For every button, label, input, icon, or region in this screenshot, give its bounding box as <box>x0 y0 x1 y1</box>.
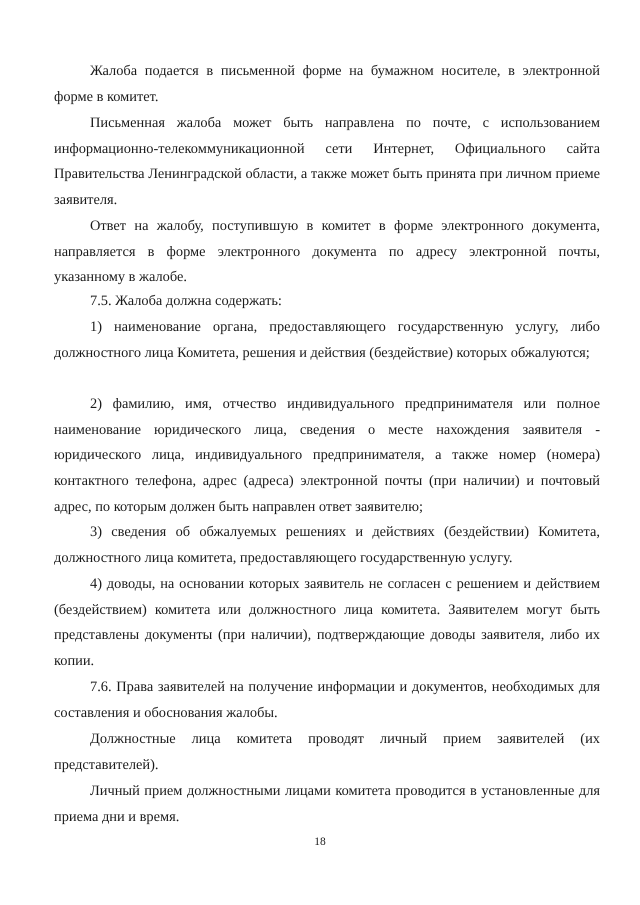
section-7-5-heading: 7.5. Жалоба должна содержать: <box>90 293 282 309</box>
list-item-2: 2) фамилию, имя, отчество индивидуального предпринимателя или полное наименование юридического лица, сведения о месте нахождения заявителя - юридического лица, индивидуального предпринимателя, а также номер (номера) контактного телефона, адрес (адреса) электронной почты (при наличии) и почтовый адрес, по которым должен быть направлен ответ заявителю; <box>54 396 600 515</box>
paragraph-complaint-form: Жалоба подается в письменной форме на бумажном носителе, в электронной форме в комитет. <box>54 63 600 105</box>
page-number: 18 <box>314 836 326 848</box>
paragraph-complaint-delivery: Письменная жалоба может быть направлена по почте, с использованием информационно-телекоммуникационной сети Интернет, Официального сайта Правительства Ленинградской области, а также может быть принята при личном приеме заявителя. <box>54 115 600 209</box>
paragraph-reception-schedule: Личный прием должностными лицами комитета проводится в установленные для приема дни и время. <box>54 783 600 825</box>
list-item-4: 4) доводы, на основании которых заявитель не согласен с решением и действием (бездействием) комитета или должностного лица комитета. Заявителем могут быть представлены документы (при наличии), подтверждающие доводы заявителя, либо их копии. <box>54 576 600 670</box>
list-item-3: 3) сведения об обжалуемых решениях и действиях (бездействии) Комитета, должностного лица комитета, предоставляющего государственную услугу. <box>54 524 600 566</box>
section-7-6-heading: 7.6. Права заявителей на получение информации и документов, необходимых для составления и обоснования жалобы. <box>54 679 600 721</box>
paragraph-personal-reception: Должностные лица комитета проводят личный прием заявителей (их представителей). <box>54 731 600 773</box>
list-item-1: 1) наименование органа, предоставляющего государственную услугу, либо должностного лица Комитета, решения и действия (бездействие) которых обжалуются; <box>54 319 600 361</box>
paragraph-complaint-response: Ответ на жалобу, поступившую в комитет в форме электронного документа, направляется в форме электронного документа по адресу электронной почты, указанному в жалобе. <box>54 218 600 286</box>
